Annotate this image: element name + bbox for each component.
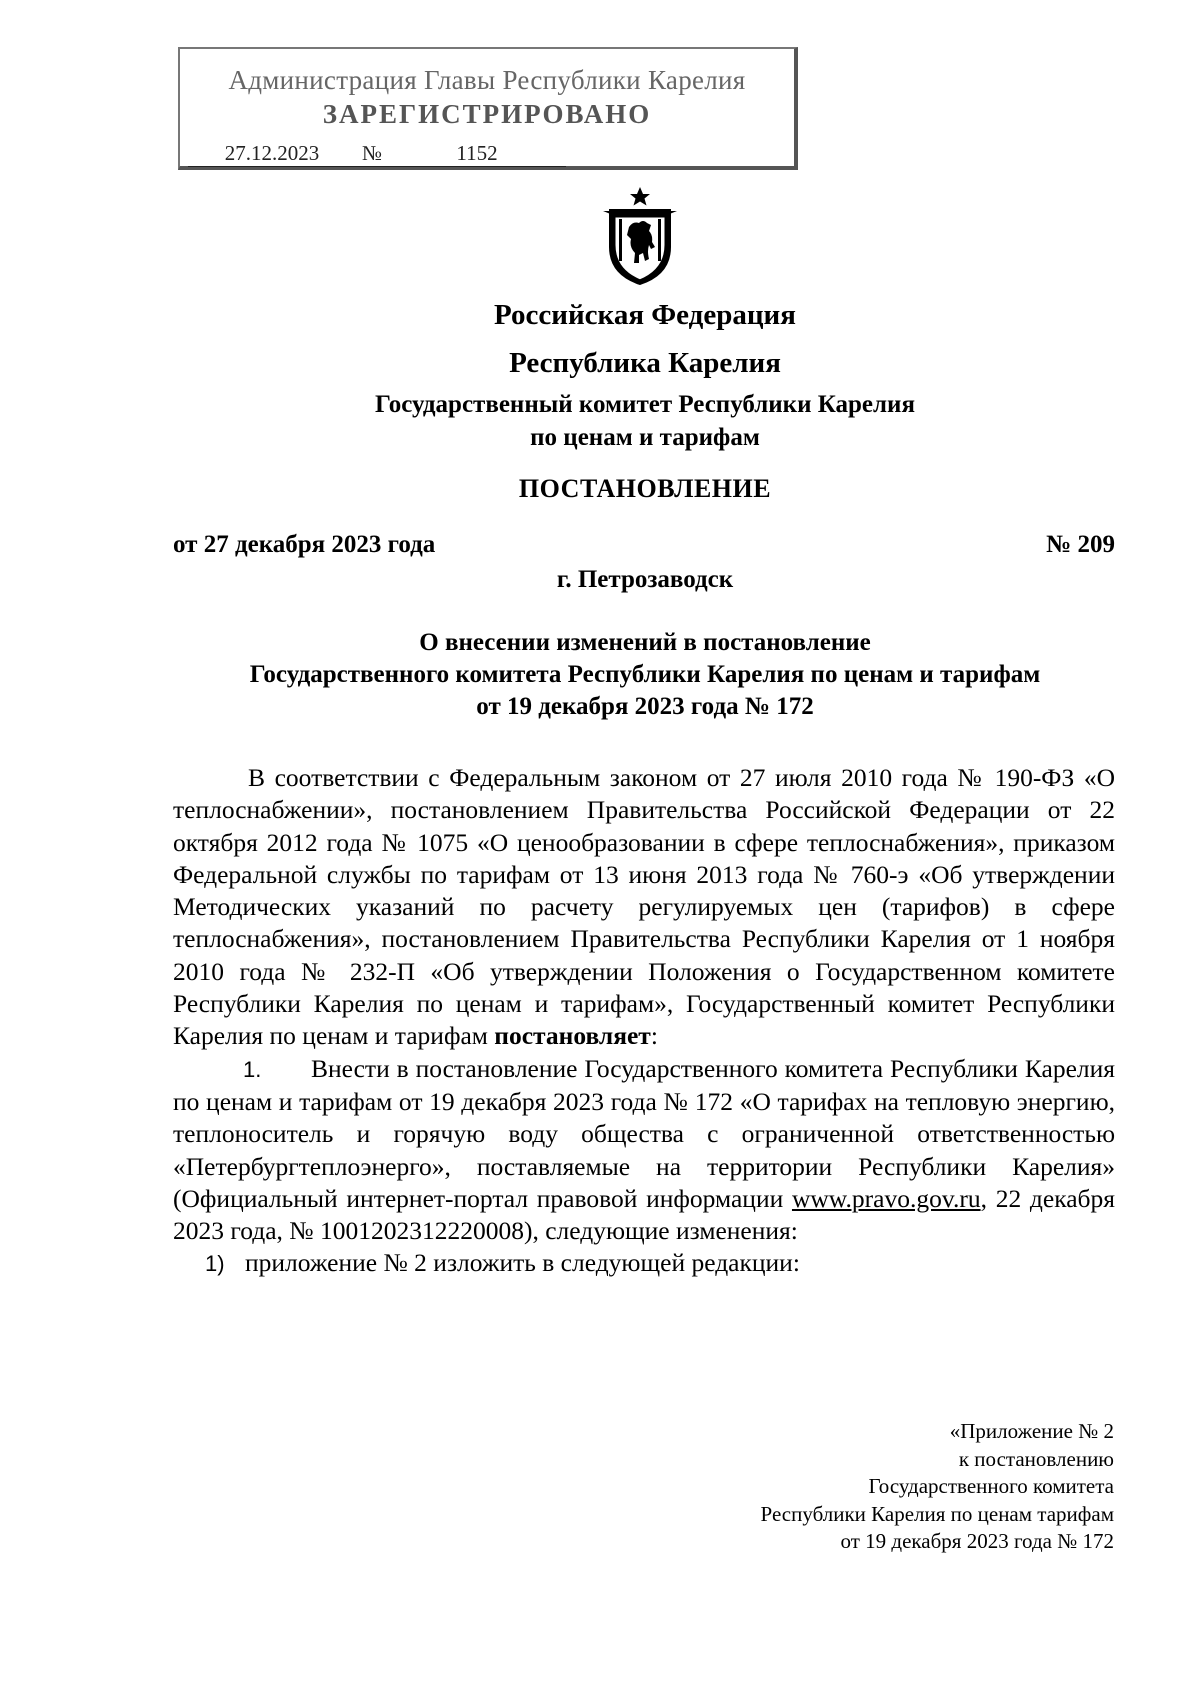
subject-line1: О внесении изменений в постановление (419, 629, 871, 656)
pravo-gov-link[interactable]: www.pravo.gov.ru (791, 1183, 981, 1213)
decree-number: № 209 (1046, 531, 1115, 558)
item-1-text-a: Внести в постановление Государственного комитета Республики Карелия по ценам и тарифам от 19 декабря 2023 года № 172 «О тарифах на тепловую энергию, теплоноситель и горячую воду общества с ограниченной ответственностью «Петербургтеплоэнерго», поставляемые на территории Республики Карелия» (Официальный интернет-портал правовой информации (173, 1053, 1115, 1213)
subject-line3: от 19 декабря 2023 года № 172 (476, 693, 814, 720)
stamp-registered-label: ЗАРЕГИСТРИРОВАНО (322, 99, 652, 129)
preamble-paragraph (173, 762, 1115, 1053)
header-committee-line1: Государственный комитет Республики Карелия (375, 391, 915, 418)
appendix-line3: Государственного комитета (868, 1474, 1114, 1498)
karelia-coat-of-arms-icon (599, 185, 681, 285)
subitem-1-text: приложение № 2 изложить в следующей редакции: (245, 1248, 800, 1278)
stamp-number-sign: № (356, 141, 388, 167)
item-1-number: 1. (243, 1056, 262, 1082)
resolves-word: постановляет (494, 1021, 651, 1051)
preamble-text: В соответствии с Федеральным законом от 27 июля 2010 года № 190-ФЗ «О теплоснабжении», постановлением Правительства Российской Федерации от 22 октября 2012 года № 1075 «О ценообразовании в сфере теплоснабжения», приказом Федеральной службы по тарифам от 13 июня 2013 года № 760-э «Об утверждении Методических указаний по расчету регулируемых цен (тарифов) в сфере теплоснабжения», постановлением Правительства Республики Карелия от 1 ноября 2010 года № 232-П «Об утверждении Положения о Государственном комитете Республики Карелия по ценам и тарифам», Государственный комитет Республики Карелия по ценам и тарифам (173, 763, 1115, 1051)
document-type: ПОСТАНОВЛЕНИЕ (518, 474, 772, 503)
stamp-organization: Администрация Главы Республики Карелия (228, 65, 746, 95)
appendix-reference (761, 1418, 1114, 1556)
item-1-text-b: , 22 декабря 2023 года, № 1001202312220008), следующие изменения: (173, 1183, 1115, 1246)
appendix-line1: «Приложение № 2 (949, 1419, 1114, 1443)
registration-stamp (178, 47, 798, 170)
decree-city: г. Петрозаводск (556, 566, 734, 593)
stamp-registration-line (188, 141, 566, 167)
item-1-paragraph (173, 1053, 1115, 1248)
stamp-date: 27.12.2023 (188, 141, 356, 167)
subitem-1-paragraph (173, 1247, 1115, 1280)
appendix-line2: к постановлению (958, 1446, 1114, 1471)
decree-body (173, 762, 1115, 1281)
decree-subject (170, 627, 1120, 723)
subitem-1-number: 1) (205, 1251, 225, 1277)
appendix-line5: от 19 декабря 2023 года № 172 (840, 1529, 1114, 1553)
header-federation: Российская Федерация (494, 299, 796, 331)
subject-line2: Государственного комитета Республики Карелия по ценам и тарифам (249, 661, 1041, 688)
stamp-number: 1152 (388, 141, 566, 167)
header-committee-line2: по ценам и тарифам (530, 424, 760, 451)
header-republic: Республика Карелия (509, 347, 781, 379)
header-committee (170, 388, 1120, 454)
decree-date: от 27 декабря 2023 года (173, 531, 436, 558)
resolves-colon: : (650, 1021, 658, 1051)
appendix-line4: Республики Карелия по ценам тарифам (760, 1501, 1114, 1526)
